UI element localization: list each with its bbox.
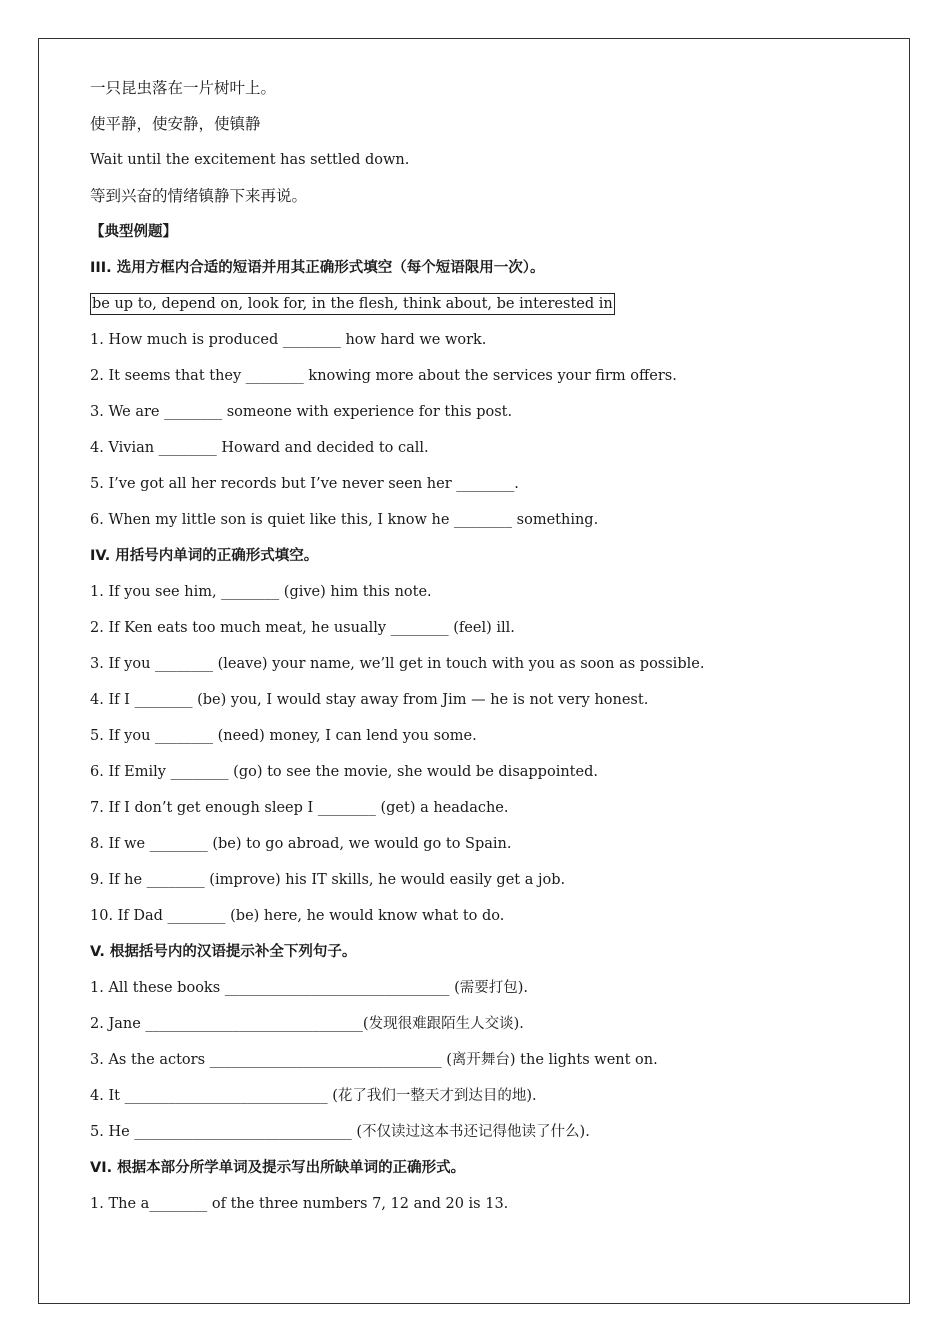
question-item: 3. We are ________ someone with experience for this post.	[90, 404, 513, 420]
question-item: 1. If you see him, ________ (give) him this note.	[90, 584, 432, 600]
question-item: 3. If you ________ (leave) your name, we’ll get in touch with you as soon as possible.	[90, 656, 705, 672]
section-5-title: V. 根据括号内的汉语提示补全下列句子。	[90, 944, 357, 960]
question-item: 5. I’ve got all her records but I’ve never seen her ________.	[90, 476, 519, 492]
intro-line: Wait until the excitement has settled down.	[90, 152, 410, 168]
intro-line: 使平静，使安静，使镇静	[90, 115, 261, 133]
question-item: 6. If Emily ________ (go) to see the movie, she would be disappointed.	[90, 764, 598, 780]
examples-heading: 【典型例题】	[90, 224, 177, 240]
question-item: 1. The a________ of the three numbers 7, 12 and 20 is 13.	[90, 1196, 509, 1212]
question-item: 9. If he ________ (improve) his IT skills, he would easily get a job.	[90, 872, 566, 888]
question-item: 8. If we ________ (be) to go abroad, we would go to Spain.	[90, 836, 512, 852]
question-item: 1. How much is produced ________ how hard we work.	[90, 332, 487, 348]
question-item: 5. If you ________ (need) money, I can lend you some.	[90, 728, 477, 744]
question-item: 7. If I don’t get enough sleep I ________ (get) a headache.	[90, 800, 509, 816]
intro-line: 一只昆虫落在一片树叶上。	[90, 79, 277, 97]
question-item: 4. If I ________ (be) you, I would stay away from Jim — he is not very honest.	[90, 692, 649, 708]
question-item: 4. Vivian ________ Howard and decided to call.	[90, 440, 429, 456]
question-item: 2. Jane ______________________________(发现很难跟陌生人交谈).	[90, 1016, 524, 1032]
question-item: 1. All these books _______________________________ (需要打包).	[90, 980, 529, 996]
intro-line: 等到兴奋的情绪镇静下来再说。	[90, 187, 308, 205]
section-3-title: III. 选用方框内合适的短语并用其正确形式填空（每个短语限用一次）。	[90, 260, 545, 276]
question-item: 4. It ____________________________ (花了我们一整天才到达目的地).	[90, 1088, 537, 1104]
question-item: 10. If Dad ________ (be) here, he would know what to do.	[90, 908, 505, 924]
question-item: 3. As the actors ________________________________ (离开舞台) the lights went on.	[90, 1052, 658, 1068]
section-4-title: IV. 用括号内单词的正确形式填空。	[90, 548, 319, 564]
question-item: 2. It seems that they ________ knowing more about the services your firm offers.	[90, 368, 677, 384]
phrase-box: be up to, depend on, look for, in the flesh, think about, be interested in	[90, 293, 615, 315]
section-6-title: VI. 根据本部分所学单词及提示写出所缺单词的正确形式。	[90, 1160, 466, 1176]
question-item: 2. If Ken eats too much meat, he usually ________ (feel) ill.	[90, 620, 515, 636]
question-item: 5. He ______________________________ (不仅读过这本书还记得他读了什么).	[90, 1124, 590, 1140]
worksheet-content	[90, 76, 890, 1228]
question-item: 6. When my little son is quiet like this, I know he ________ something.	[90, 512, 599, 528]
